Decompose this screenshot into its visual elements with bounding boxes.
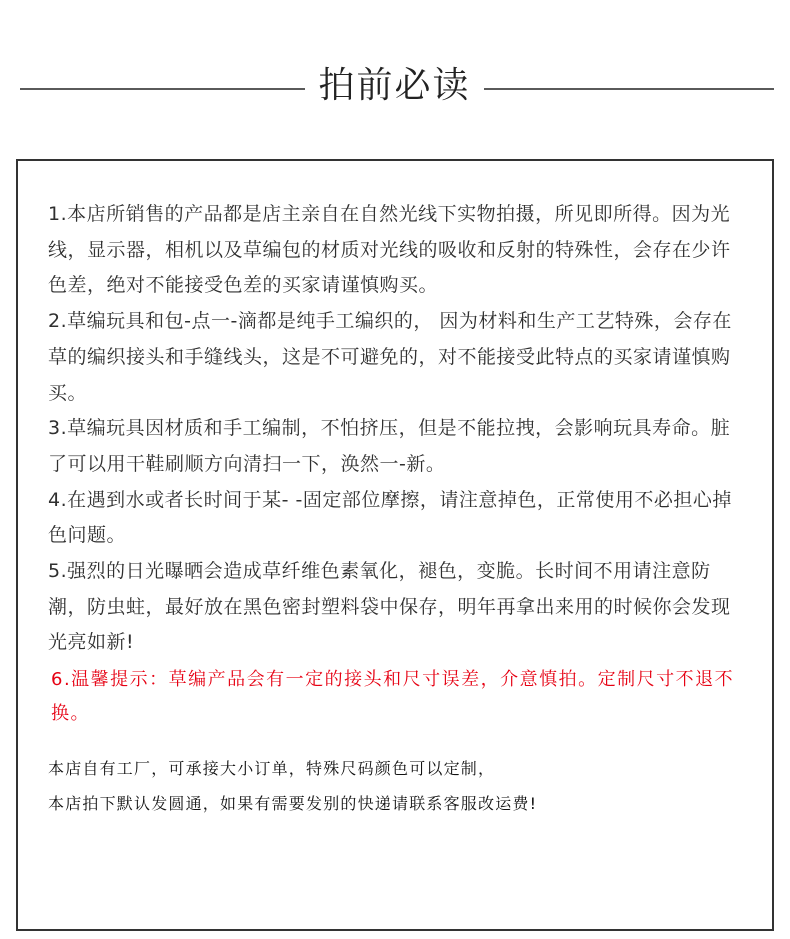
notice-item-2: 2.草编玩具和包-点一-滴都是纯手工编织的， 因为材料和生产工艺特殊，会存在草的编织接头和手缝线头，这是不可避免的，对不能接受此特点的买家请谨慎购买。	[48, 310, 732, 404]
notice-item-3: 3.草编玩具因材质和手工编制，不怕挤压，但是不能拉拽，会影响玩具寿命。脏了可以用干鞋刷顺方向清扫一下，涣然一-新。	[48, 417, 731, 475]
notice-item-4: 4.在遇到水或者长时间于某- -固定部位摩擦，请注意掉色，正常使用不必担心掉色问题。	[48, 488, 732, 547]
page-header	[0, 52, 790, 122]
factory-note: 本店自有工厂，可承接大小订单，特殊尺码颜色可以定制，	[48, 759, 496, 779]
notice-content	[48, 197, 748, 821]
header-rule-right	[484, 88, 774, 90]
shipping-note: 本店拍下默认发圆通，如果有需要发别的快递请联系客服改运费!	[48, 794, 538, 814]
page-title: 拍前必读	[318, 65, 471, 106]
warning-tip: 6.温馨提示：草编产品会有一定的接头和尺寸误差，介意慎拍。定制尺寸不退不换。	[51, 669, 735, 725]
notice-item-5: 5.强烈的日光曝晒会造成草纤维色素氧化，褪色，变脆。长时间不用请注意防潮，防虫蛀，最好放在黑色密封塑料袋中保存，明年再拿出来用的时候你会发现光亮如新!	[48, 560, 731, 654]
header-rule-left	[20, 88, 305, 90]
notice-item-1: 1.本店所销售的产品都是店主亲自在自然光线下实物拍摄，所见即所得。因为光线，显示器，相机以及草编包的材质对光线的吸收和反射的特殊性，会存在少许色差，绝对不能接受色差的买家请谨慎购买。	[48, 203, 731, 297]
notice-box	[16, 159, 774, 931]
